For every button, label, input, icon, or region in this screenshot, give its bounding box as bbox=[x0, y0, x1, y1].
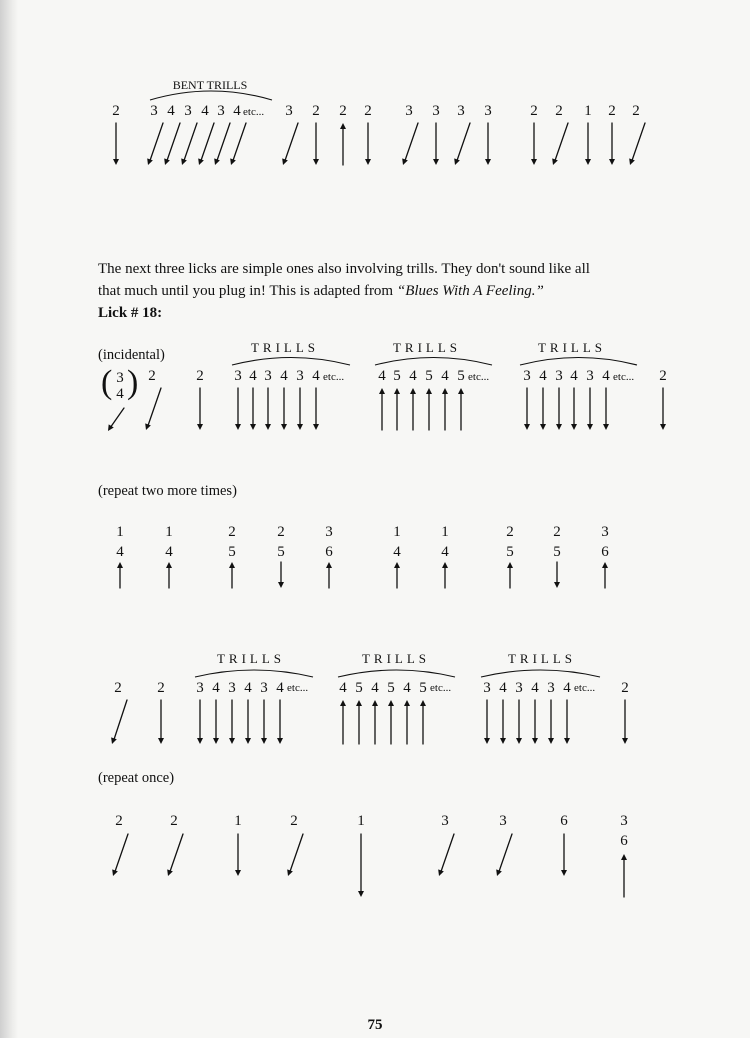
tab-hole-number: 5 bbox=[553, 544, 561, 560]
tab-hole-number: 4 bbox=[116, 386, 124, 402]
tab-hole-number: 1 bbox=[441, 524, 449, 540]
blow-draw-arrow-up bbox=[356, 700, 362, 744]
blow-draw-arrow-up bbox=[166, 562, 172, 588]
tab-hole-number: 2 bbox=[228, 524, 236, 540]
tab-hole-number: 3 bbox=[483, 680, 491, 696]
tab-hole-number: 1 bbox=[584, 103, 592, 119]
tab-hole-number: 2 bbox=[555, 103, 563, 119]
tab-hole-number: 6 bbox=[325, 544, 333, 560]
draw-arrow-down bbox=[524, 388, 530, 430]
draw-arrow-down bbox=[113, 123, 119, 165]
paren-open: ( bbox=[101, 364, 113, 401]
draw-arrow-down bbox=[516, 700, 522, 744]
bend-arrow bbox=[145, 388, 161, 430]
draw-arrow-down bbox=[197, 388, 203, 430]
draw-arrow-down bbox=[213, 700, 219, 744]
draw-arrow-down bbox=[532, 700, 538, 744]
trills-label-4: TRILLS bbox=[216, 651, 286, 666]
tab-hole-number: 5 bbox=[277, 544, 285, 560]
tab-hole-number: 2 bbox=[608, 103, 616, 119]
tab-hole-number: 5 bbox=[419, 680, 427, 696]
repeat-once-label: (repeat once) bbox=[98, 770, 175, 786]
paren-close: ) bbox=[127, 364, 139, 401]
lick-label: Lick # 18: bbox=[98, 305, 163, 321]
tab-hole-number: 4 bbox=[378, 368, 386, 384]
tab-hole-number: 6 bbox=[560, 813, 568, 829]
tab-hole-number: 5 bbox=[355, 680, 363, 696]
tab-hole-number: 4 bbox=[280, 368, 288, 384]
blow-draw-arrow-up bbox=[404, 700, 410, 744]
etc-label: etc... bbox=[468, 371, 490, 383]
blow-draw-arrow-up bbox=[326, 562, 332, 588]
tab-hole-number: 3 bbox=[217, 103, 225, 119]
draw-arrow-down bbox=[622, 700, 628, 744]
tab-hole-number: 1 bbox=[234, 813, 242, 829]
tab-hole-number: 2 bbox=[312, 103, 320, 119]
draw-arrow-down bbox=[281, 388, 287, 430]
tab-hole-number: 5 bbox=[228, 544, 236, 560]
tab-hole-number: 3 bbox=[441, 813, 449, 829]
tab-hole-number: 3 bbox=[457, 103, 465, 119]
tab-hole-number: 3 bbox=[586, 368, 594, 384]
tab-hole-number: 2 bbox=[290, 813, 298, 829]
draw-arrow-down bbox=[554, 562, 560, 588]
etc-label: etc... bbox=[287, 682, 309, 694]
draw-arrow-down bbox=[531, 123, 537, 165]
draw-arrow-down bbox=[358, 834, 364, 897]
blow-draw-arrow-up bbox=[442, 388, 448, 430]
blow-draw-arrow-up bbox=[442, 562, 448, 588]
tab-hole-number: 4 bbox=[371, 680, 379, 696]
draw-arrow-down bbox=[540, 388, 546, 430]
tab-hole-number: 4 bbox=[276, 680, 284, 696]
blow-draw-arrow-up bbox=[379, 388, 385, 430]
trills-label-3: TRILLS bbox=[537, 340, 607, 355]
bend-arrow bbox=[402, 123, 418, 165]
blow-draw-arrow-up bbox=[420, 700, 426, 744]
draw-arrow-down bbox=[235, 834, 241, 876]
tab-hole-number: 1 bbox=[393, 524, 401, 540]
draw-arrow-down bbox=[250, 388, 256, 430]
tab-hole-number: 4 bbox=[312, 368, 320, 384]
draw-arrow-down bbox=[297, 388, 303, 430]
trill-slur bbox=[195, 670, 313, 677]
tab-hole-number: 3 bbox=[325, 524, 333, 540]
prose-line-2 bbox=[98, 280, 698, 302]
trill-slur bbox=[232, 358, 350, 366]
tab-hole-number: 3 bbox=[432, 103, 440, 119]
repeat-two-more-label: (repeat two more times) bbox=[98, 483, 237, 499]
tab-hole-number: 2 bbox=[115, 813, 123, 829]
bend-arrow bbox=[552, 123, 568, 165]
tab-hole-number: 4 bbox=[201, 103, 209, 119]
tab-hole-number: 2 bbox=[506, 524, 514, 540]
tab-hole-number: 3 bbox=[499, 813, 507, 829]
tab-hole-number: 2 bbox=[632, 103, 640, 119]
tab-hole-number: 3 bbox=[405, 103, 413, 119]
blow-draw-arrow-up bbox=[507, 562, 513, 588]
draw-arrow-down bbox=[158, 700, 164, 744]
tab-hole-number: 4 bbox=[249, 368, 257, 384]
tab-hole-number: 3 bbox=[264, 368, 272, 384]
blow-draw-arrow-up bbox=[388, 700, 394, 744]
tab-hole-number: 4 bbox=[539, 368, 547, 384]
tab-hole-number: 3 bbox=[260, 680, 268, 696]
etc-label: etc... bbox=[243, 106, 265, 118]
tab-hole-number: 5 bbox=[393, 368, 401, 384]
draw-arrow-down bbox=[229, 700, 235, 744]
tab-hole-number: 1 bbox=[165, 524, 173, 540]
song-title: “Blues With A Feeling.” bbox=[396, 283, 544, 299]
tab-hole-number: 3 bbox=[234, 368, 242, 384]
tab-hole-number: 2 bbox=[659, 368, 667, 384]
etc-label: etc... bbox=[323, 371, 345, 383]
draw-arrow-down bbox=[433, 123, 439, 165]
bend-arrow bbox=[167, 834, 183, 876]
draw-arrow-down bbox=[609, 123, 615, 165]
bend-arrow bbox=[214, 123, 230, 165]
tab-hole-number: 3 bbox=[150, 103, 158, 119]
tab-hole-number: 3 bbox=[555, 368, 563, 384]
draw-arrow-down bbox=[587, 388, 593, 430]
tab-hole-number: 3 bbox=[601, 524, 609, 540]
tab-hole-number: 2 bbox=[621, 680, 629, 696]
trill-slur bbox=[150, 91, 272, 100]
draw-arrow-down bbox=[660, 388, 666, 430]
draw-arrow-down bbox=[261, 700, 267, 744]
draw-arrow-down bbox=[485, 123, 491, 165]
tab-hole-number: 3 bbox=[196, 680, 204, 696]
tab-hole-number: 4 bbox=[244, 680, 252, 696]
tab-hole-number: 3 bbox=[523, 368, 531, 384]
draw-arrow-down bbox=[365, 123, 371, 165]
bend-arrow bbox=[111, 700, 127, 744]
bend-arrow bbox=[438, 834, 454, 876]
bend-arrow bbox=[108, 408, 124, 431]
bent-trills-label: BENT TRILLS bbox=[172, 78, 248, 92]
tab-hole-number: 6 bbox=[601, 544, 609, 560]
tab-hole-number: 3 bbox=[184, 103, 192, 119]
blow-draw-arrow-up bbox=[372, 700, 378, 744]
bend-arrow bbox=[181, 123, 197, 165]
bend-arrow bbox=[282, 123, 298, 165]
bend-arrow bbox=[496, 834, 512, 876]
tab-hole-number: 4 bbox=[441, 544, 449, 560]
tab-hole-number: 2 bbox=[170, 813, 178, 829]
tab-hole-number: 2 bbox=[148, 368, 156, 384]
bend-arrow bbox=[198, 123, 214, 165]
tab-hole-number: 5 bbox=[425, 368, 433, 384]
tab-hole-number: 4 bbox=[339, 680, 347, 696]
blow-draw-arrow-up bbox=[621, 854, 627, 897]
bend-arrow bbox=[164, 123, 180, 165]
trill-slur bbox=[375, 358, 492, 366]
tab-hole-number: 2 bbox=[364, 103, 372, 119]
prose-block bbox=[98, 258, 698, 324]
tab-hole-number: 2 bbox=[196, 368, 204, 384]
tab-hole-number: 3 bbox=[547, 680, 555, 696]
draw-arrow-down bbox=[585, 123, 591, 165]
etc-label: etc... bbox=[613, 371, 635, 383]
trills-label-2: TRILLS bbox=[392, 340, 462, 355]
tab-hole-number: 3 bbox=[484, 103, 492, 119]
draw-arrow-down bbox=[197, 700, 203, 744]
bend-arrow bbox=[287, 834, 303, 876]
tab-hole-number: 4 bbox=[393, 544, 401, 560]
blow-draw-arrow-up bbox=[340, 123, 346, 165]
tab-hole-number: 4 bbox=[403, 680, 411, 696]
draw-arrow-down bbox=[603, 388, 609, 430]
tab-hole-number: 3 bbox=[515, 680, 523, 696]
trills-label-5: TRILLS bbox=[361, 651, 431, 666]
tab-hole-number: 3 bbox=[228, 680, 236, 696]
draw-arrow-down bbox=[245, 700, 251, 744]
draw-arrow-down bbox=[556, 388, 562, 430]
tab-hole-number: 5 bbox=[457, 368, 465, 384]
tab-hole-number: 5 bbox=[506, 544, 514, 560]
blow-draw-arrow-up bbox=[410, 388, 416, 430]
tab-hole-number: 3 bbox=[285, 103, 293, 119]
trill-slur bbox=[481, 670, 600, 677]
bend-arrow bbox=[454, 123, 470, 165]
tab-hole-number: 4 bbox=[116, 544, 124, 560]
tab-hole-number: 3 bbox=[296, 368, 304, 384]
tab-hole-number: 2 bbox=[114, 680, 122, 696]
tab-hole-number: 1 bbox=[357, 813, 365, 829]
blow-draw-arrow-up bbox=[229, 562, 235, 588]
prose-line-1: The next three licks are simple ones also involving trills. They don't sound like all bbox=[98, 261, 590, 277]
incidental-label: (incidental) bbox=[98, 347, 165, 363]
bend-arrow bbox=[629, 123, 645, 165]
draw-arrow-down bbox=[500, 700, 506, 744]
tab-hole-number: 4 bbox=[212, 680, 220, 696]
blow-draw-arrow-up bbox=[340, 700, 346, 744]
tab-hole-number: 4 bbox=[499, 680, 507, 696]
draw-arrow-down bbox=[484, 700, 490, 744]
tab-hole-number: 2 bbox=[339, 103, 347, 119]
tab-hole-number: 4 bbox=[563, 680, 571, 696]
draw-arrow-down bbox=[265, 388, 271, 430]
tab-hole-number: 4 bbox=[441, 368, 449, 384]
tab-hole-number: 4 bbox=[233, 103, 241, 119]
tab-hole-number: 3 bbox=[620, 813, 628, 829]
bend-arrow bbox=[112, 834, 128, 876]
draw-arrow-down bbox=[313, 388, 319, 430]
bend-arrow bbox=[147, 123, 163, 165]
tab-hole-number: 4 bbox=[409, 368, 417, 384]
bend-arrow bbox=[230, 123, 246, 165]
draw-arrow-down bbox=[277, 700, 283, 744]
page-number: 75 bbox=[367, 1017, 383, 1033]
tab-hole-number: 2 bbox=[530, 103, 538, 119]
draw-arrow-down bbox=[571, 388, 577, 430]
draw-arrow-down bbox=[313, 123, 319, 165]
trills-label-1: TRILLS bbox=[250, 340, 320, 355]
draw-arrow-down bbox=[548, 700, 554, 744]
etc-label: etc... bbox=[574, 682, 596, 694]
tab-hole-number: 2 bbox=[553, 524, 561, 540]
tab-hole-number: 2 bbox=[277, 524, 285, 540]
blow-draw-arrow-up bbox=[394, 388, 400, 430]
tab-hole-number: 4 bbox=[167, 103, 175, 119]
trills-label-6: TRILLS bbox=[507, 651, 577, 666]
blow-draw-arrow-up bbox=[426, 388, 432, 430]
tab-hole-number: 1 bbox=[116, 524, 124, 540]
prose-line-2-text: that much until you plug in! This is adapted from bbox=[98, 283, 397, 299]
draw-arrow-down bbox=[235, 388, 241, 430]
tab-hole-number: 2 bbox=[157, 680, 165, 696]
trill-slur bbox=[338, 670, 455, 677]
tab-hole-number: 3 bbox=[116, 370, 124, 386]
tab-hole-number: 4 bbox=[602, 368, 610, 384]
tab-hole-number: 5 bbox=[387, 680, 395, 696]
etc-label: etc... bbox=[430, 682, 452, 694]
blow-draw-arrow-up bbox=[394, 562, 400, 588]
blow-draw-arrow-up bbox=[458, 388, 464, 430]
tab-hole-number: 4 bbox=[570, 368, 578, 384]
tab-hole-number: 2 bbox=[112, 103, 120, 119]
draw-arrow-down bbox=[278, 562, 284, 588]
draw-arrow-down bbox=[561, 834, 567, 876]
blow-draw-arrow-up bbox=[117, 562, 123, 588]
tab-hole-number: 4 bbox=[531, 680, 539, 696]
tab-hole-number: 6 bbox=[620, 833, 628, 849]
tab-hole-number: 4 bbox=[165, 544, 173, 560]
blow-draw-arrow-up bbox=[602, 562, 608, 588]
draw-arrow-down bbox=[564, 700, 570, 744]
trill-slur bbox=[520, 358, 637, 366]
